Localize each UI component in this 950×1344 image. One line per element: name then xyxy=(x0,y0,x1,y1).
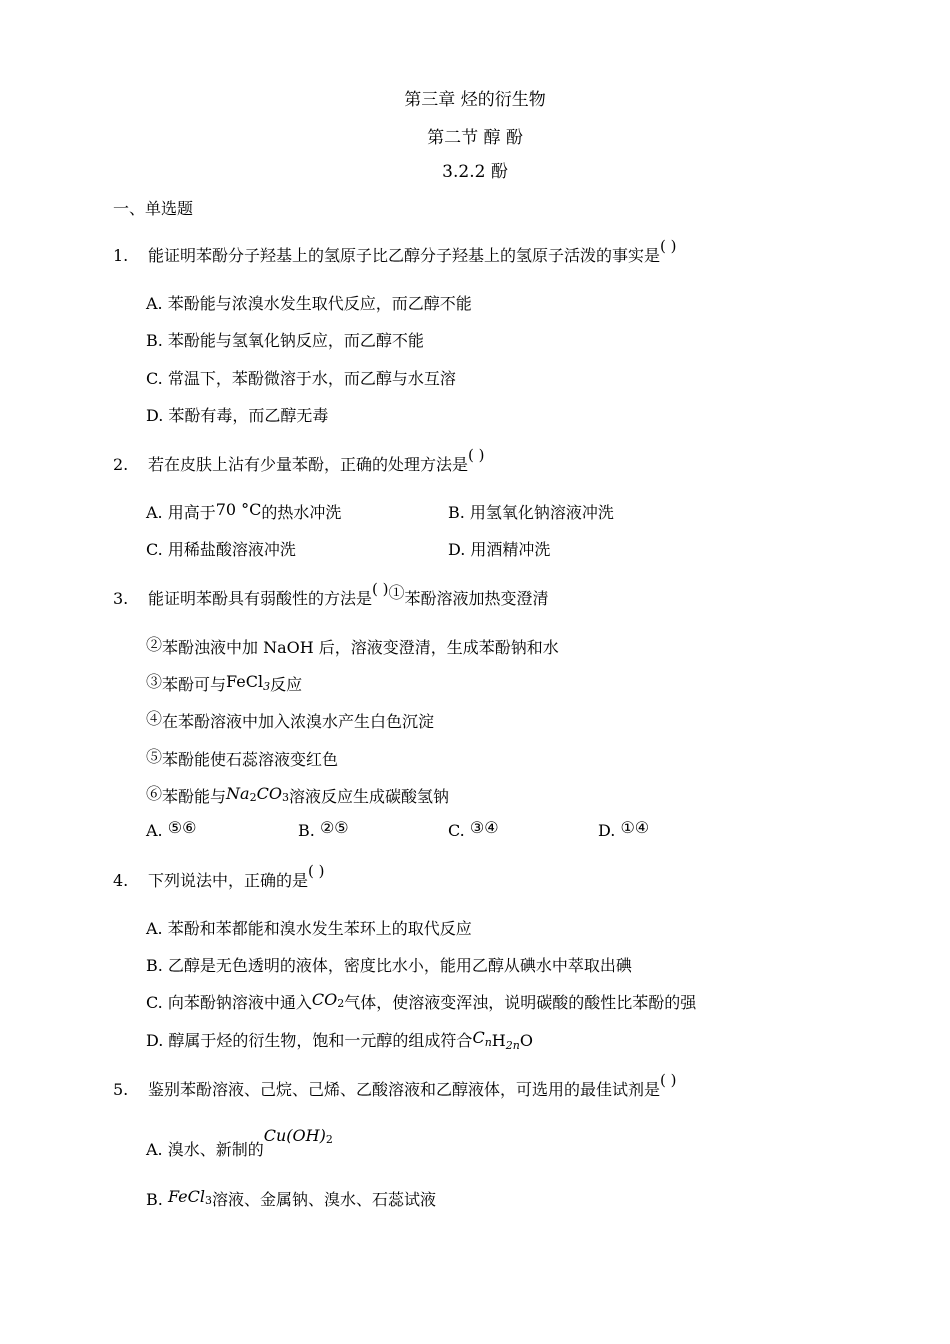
q4-answer-paren: ( ) xyxy=(308,862,325,880)
q3-item6-post: 溶液反应生成碳酸氢钠 xyxy=(288,787,449,806)
q5-option-b-post: 溶液、金属钠、溴水、石蕊试液 xyxy=(212,1190,437,1209)
q2-option-c: C. 用稀盐酸溶液冲洗 xyxy=(146,540,296,559)
q4-option-c xyxy=(146,990,697,1017)
q3-item5-mark: ⑤ xyxy=(146,747,163,766)
q3-option-b xyxy=(298,818,349,841)
q3-item4-text: 在苯酚溶液中加入浓溴水产生白色沉淀 xyxy=(162,712,435,731)
q1-text xyxy=(148,237,677,266)
q4-option-d xyxy=(146,1028,533,1056)
q5-option-a-pre: A. 溴水、新制的 xyxy=(146,1140,264,1159)
q2-text xyxy=(148,446,485,475)
q2-option-a-temp: 70 °C xyxy=(215,500,262,519)
q2-option-a-post: 的热水冲洗 xyxy=(261,503,342,522)
q1-option-b: B. 苯酚能与氢氧化钠反应，而乙醇不能 xyxy=(146,331,424,350)
q4-stem: 下列说法中，正确的是 xyxy=(148,871,309,890)
q3-option-a-value: ⑤⑥ xyxy=(167,818,197,837)
q3-option-d xyxy=(598,818,650,841)
q3-text xyxy=(148,580,549,609)
q3-item6-sub1: 2 xyxy=(249,791,257,804)
q3-item6-chem1: Na xyxy=(226,784,250,803)
q4-option-d-n: n xyxy=(484,1036,492,1049)
q3-option-c-label: C. xyxy=(448,821,465,840)
q1-answer-paren: ( ) xyxy=(660,237,677,255)
q2-number: 2. xyxy=(113,455,129,474)
q1-number: 1. xyxy=(113,246,129,265)
q1-option-a: A. 苯酚能与浓溴水发生取代反应，而乙醇不能 xyxy=(146,294,472,313)
q2-answer-paren: ( ) xyxy=(468,446,485,464)
q3-item3-sub: 3 xyxy=(263,680,271,693)
q3-option-a xyxy=(146,818,197,841)
q3-option-c xyxy=(448,818,499,841)
q4-option-d-pre: D. 醇属于烃的衍生物，饱和一元醇的组成符合 xyxy=(146,1031,473,1050)
q1-stem: 能证明苯酚分子羟基上的氢原子比乙醇分子羟基上的氢原子活泼的事实是 xyxy=(148,246,661,265)
q5-option-b xyxy=(146,1187,437,1214)
q3-option-a-label: A. xyxy=(146,821,163,840)
q4-number: 4. xyxy=(113,871,129,890)
q3-item6-chem2: CO xyxy=(256,784,282,803)
q1-option-c: C. 常温下，苯酚微溶于水，而乙醇与水互溶 xyxy=(146,369,456,388)
q2-option-a xyxy=(146,500,342,523)
q5-option-b-sub: 3 xyxy=(205,1194,212,1207)
q5-option-b-pre: B. xyxy=(146,1190,163,1209)
q5-option-a xyxy=(146,1126,333,1164)
q4-text xyxy=(148,862,325,891)
q3-item3-post: 反应 xyxy=(270,675,303,694)
q1-option-d: D. 苯酚有毒，而乙醇无毒 xyxy=(146,406,329,425)
q4-option-b: B. 乙醇是无色透明的液体，密度比水小，能用乙醇从碘水中萃取出碘 xyxy=(146,956,632,975)
q5-answer-paren: ( ) xyxy=(660,1071,677,1089)
q3-item1: 苯酚溶液加热变澄清 xyxy=(404,589,549,608)
q2-option-b: B. 用氢氧化钠溶液冲洗 xyxy=(448,503,614,522)
q4-option-d-h: H xyxy=(491,1031,506,1050)
q4-option-d-2n: 2n xyxy=(505,1039,520,1052)
q4-option-a: A. 苯酚和苯都能和溴水发生苯环上的取代反应 xyxy=(146,919,472,938)
q5-option-a-sub: 2 xyxy=(325,1133,333,1146)
q3-item2-text: 苯酚浊液中加 NaOH 后，溶液变澄清，生成苯酚钠和水 xyxy=(162,638,559,657)
q3-item6-pre: 苯酚能与 xyxy=(162,787,227,806)
q5-number: 5. xyxy=(113,1080,129,1099)
q5-stem: 鉴别苯酚溶液、己烷、己烯、乙酸溶液和乙醇液体，可选用的最佳试剂是 xyxy=(148,1080,661,1099)
chapter-title: 第三章 烃的衍生物 xyxy=(404,90,546,110)
q3-item5 xyxy=(146,747,339,770)
q4-option-c-pre: C. 向苯酚钠溶液中通入 xyxy=(146,993,312,1012)
section-label: 一、单选题 xyxy=(113,199,194,218)
q3-item3-chem: FeCl xyxy=(226,672,264,691)
q3-item3 xyxy=(146,672,303,700)
q3-item5-text: 苯酚能使石蕊溶液变红色 xyxy=(162,750,339,769)
q3-item4 xyxy=(146,709,435,732)
q3-item2 xyxy=(146,635,559,658)
q3-item3-pre: 苯酚可与 xyxy=(162,675,227,694)
lesson-title: 3.2.2 酚 xyxy=(442,162,508,182)
q3-number: 3. xyxy=(113,589,129,608)
q4-option-d-c: C xyxy=(472,1028,485,1047)
q3-option-d-label: D. xyxy=(598,821,616,840)
q3-item2-mark: ② xyxy=(146,635,163,654)
q2-option-d: D. 用酒精冲洗 xyxy=(448,540,551,559)
q3-stem: 能证明苯酚具有弱酸性的方法是 xyxy=(148,589,373,608)
q5-option-b-chem: FeCl xyxy=(167,1187,205,1206)
q3-item3-mark: ③ xyxy=(146,672,163,691)
q3-option-d-value: ①④ xyxy=(620,818,650,837)
section-title: 第二节 醇 酚 xyxy=(427,128,523,148)
q3-item6-sub2: 3 xyxy=(281,791,289,804)
q4-option-c-post: 气体，使溶液变浑浊，说明碳酸的酸性比苯酚的强 xyxy=(344,993,697,1012)
q3-option-b-label: B. xyxy=(298,821,315,840)
q4-option-c-chem: CO xyxy=(311,990,338,1009)
q3-option-c-value: ③④ xyxy=(469,818,499,837)
q3-option-b-value: ②⑤ xyxy=(319,818,349,837)
q2-option-a-pre: A. 用高于 xyxy=(146,503,216,522)
q2-stem: 若在皮肤上沾有少量苯酚，正确的处理方法是 xyxy=(148,455,469,474)
q4-option-c-sub: 2 xyxy=(337,997,345,1010)
q4-option-d-o: O xyxy=(519,1031,533,1050)
q5-option-a-chem: Cu(OH) xyxy=(263,1126,326,1145)
q3-item6 xyxy=(146,784,449,811)
q3-answer-paren: ( ) xyxy=(372,580,389,598)
q5-text xyxy=(148,1071,677,1100)
q3-item1-mark: ① xyxy=(388,583,405,602)
q3-item6-mark: ⑥ xyxy=(146,784,163,803)
q3-item4-mark: ④ xyxy=(146,709,163,728)
